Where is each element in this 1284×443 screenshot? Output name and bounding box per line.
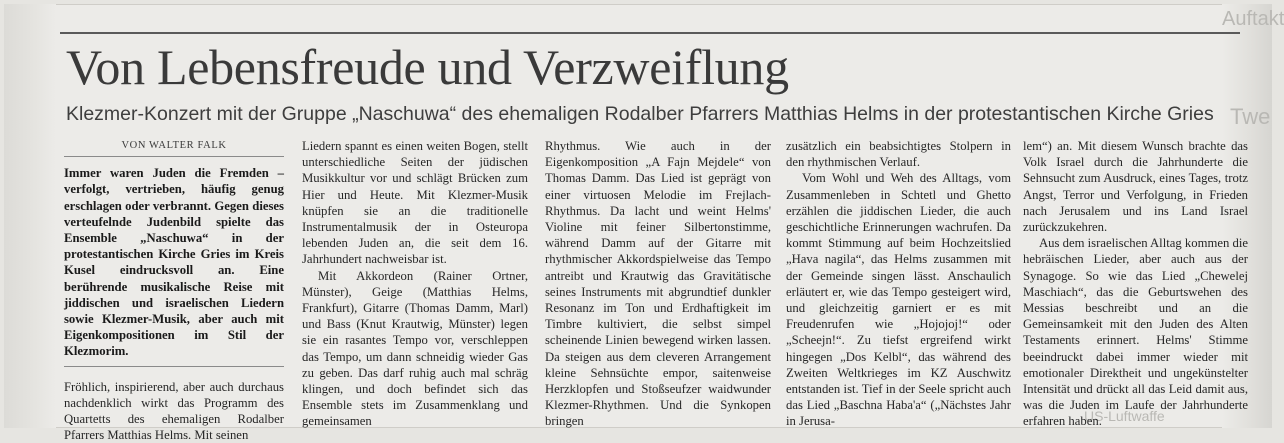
bleedthrough-text-bottom: US-Luftwaffe: [1084, 408, 1165, 424]
bleedthrough-text-right-top: Auftakt: [1222, 8, 1284, 30]
column-1: [64, 138, 284, 443]
byline: VON WALTER FALK: [64, 138, 284, 157]
column-3: [545, 138, 771, 430]
column-5-text-b: Aus dem israelischen Alltag kommen die hebräischen Lieder, aber auch aus der Synagoge. So wie das Lied „Chewelej Maschiach“, das die Geburtswehen des Messias beschreibt und an die Gemeinsamkeit mit den Juden des Alten Testaments erinnert. Helms' Stimme beeindruckt dabei immer wieder mit emotionaler Direktheit und ungekünstelter Intensität und drückt all das Leid damit aus, was die Juden im Laufe der Jahrhunderte erfahren haben.: [1023, 236, 1248, 429]
newspaper-clipping: [4, 4, 1284, 443]
column-4-text-b: Vom Wohl und Weh des Alltags, vom Zusammenleben in Schtetl und Ghetto erzählen die jiddischen Lieder, die auch geschichtliche Erinnerungen wachrufen. Da kommt Stimmung auf beim Hochzeitslied „Hava nagila“, das Helms zusammen mit der Gemeinde singen lässt. Anschaulich erläutert er, wie das Tempo gesteigert wird, und gleichzeitig garniert er es mit Freudenrufen wie „Hojojoj!“ oder „Scheejn!“. Zu tiefst ergreifend wirkt hingegen „Dos Kelbl“, das während des Zweiten Weltkrieges im KZ Auschwitz entstanden ist. Tief in der Seele spricht auch das Lied „Baschna Haba'a“ („Nächstes Jahr in Jerusa-: [786, 171, 1011, 429]
column-1-body: Fröhlich, inspirierend, aber auch durchaus nachdenklich wirkt das Programm des Quartetts des ehemaligen Rodalber Pfarrers Matthias Helms. Mit seinen: [64, 379, 284, 443]
top-rule: [60, 32, 1240, 34]
column-2: [302, 138, 528, 430]
column-2-text-b: Mit Akkordeon (Rainer Ortner, Münster), Geige (Matthias Helms, Frankfurt), Gitarre (Thomas Damm, Marl) und Bass (Knut Krautwig, Münster) legen sie ein rasantes Tempo vor, verschleppen das Tempo, um dann schneidig wieder Gas zu geben. Das darf ruhig auch mal schräg klingen, und doch befindet sich das Ensemble stets im Zusammenklang und gemeinsamen: [302, 268, 528, 429]
column-3-text: Rhythmus. Wie auch in der Eigenkomposition „A Fajn Mejdele“ von Thomas Damm. Das Lied ist geprägt von einer virtuosen Melodie im Frejlach-Rhythmus. Da lacht und weint Helms' Violine mit feiner Silbertonstimme, während Damm auf der Gitarre mit rhythmischer Akkordspielweise das Tempo antreibt und Krautwig das Gravitätische seines Instruments mit abgrundtief dunkler Resonanz im Ton und Erdhaftigkeit im Timbre kultiviert, die selbst simpel scheinende Linien bewegend wirken lassen. Da steigen aus dem cleveren Arrangement kleine Sehnsüchte empor, saitenweise Herzklopfen und Stoßseufzer waidwunder Klezmer-Rhythmen. Und die Synkopen bringen: [545, 139, 771, 429]
lead-paragraph: Immer waren Juden die Fremden – verfolgt, vertrieben, häufig genug erschlagen oder verbrannt. Gegen dieses verteufelnde Judenbild spielte das Ensemble „Naschuwa“ in der protestantischen Kirche Gries im Kreis Kusel eindrucksvoll an. Eine berührende musikalische Reise mit jiddischen und israelischen Liedern sowie Klezmer-Musik, aber auch mit Eigenkompositionen im Stil der Klezmorim.: [64, 166, 284, 359]
article-subheadline: Klezmer-Konzert mit der Gruppe „Naschuwa“ des ehemaligen Rodalber Pfarrers Matthias Helms in der protestantischen Kirche Gries: [66, 103, 1214, 125]
column-2-text-a: Liedern spannt es einen weiten Bogen, stellt unterschiedliche Seiten der jüdischen Musikkultur vor und schlägt Brücken zum Hier und Heute. Mit Klezmer-Musik knüpfen sie an die traditionelle Instrumentalmusik der in Osteuropa lebenden Juden an, die seit dem 16. Jahrhundert nachweisbar ist.: [302, 139, 528, 267]
column-5-text-a: lem“) an. Mit diesem Wunsch brachte das Volk Israel durch die Jahrhunderte die Sehnsucht zum Ausdruck, eines Tages, trotz Angst, Terror und Verfolgung, in Frieden nach Jerusalem und ins Land Israel zurückzukehren.: [1023, 139, 1248, 235]
lead-divider: [64, 366, 284, 367]
column-4-text-a: zusätzlich ein beabsichtigtes Stolpern in den rhythmischen Verlauf.: [786, 139, 1011, 170]
column-5: [1023, 138, 1248, 430]
article-headline: Von Lebensfreude und Verzweiflung: [66, 39, 789, 95]
column-4: [786, 138, 1011, 430]
bleedthrough-text-right-mid: Twe: [1230, 104, 1271, 129]
left-bleedthrough-edge: [4, 4, 56, 428]
